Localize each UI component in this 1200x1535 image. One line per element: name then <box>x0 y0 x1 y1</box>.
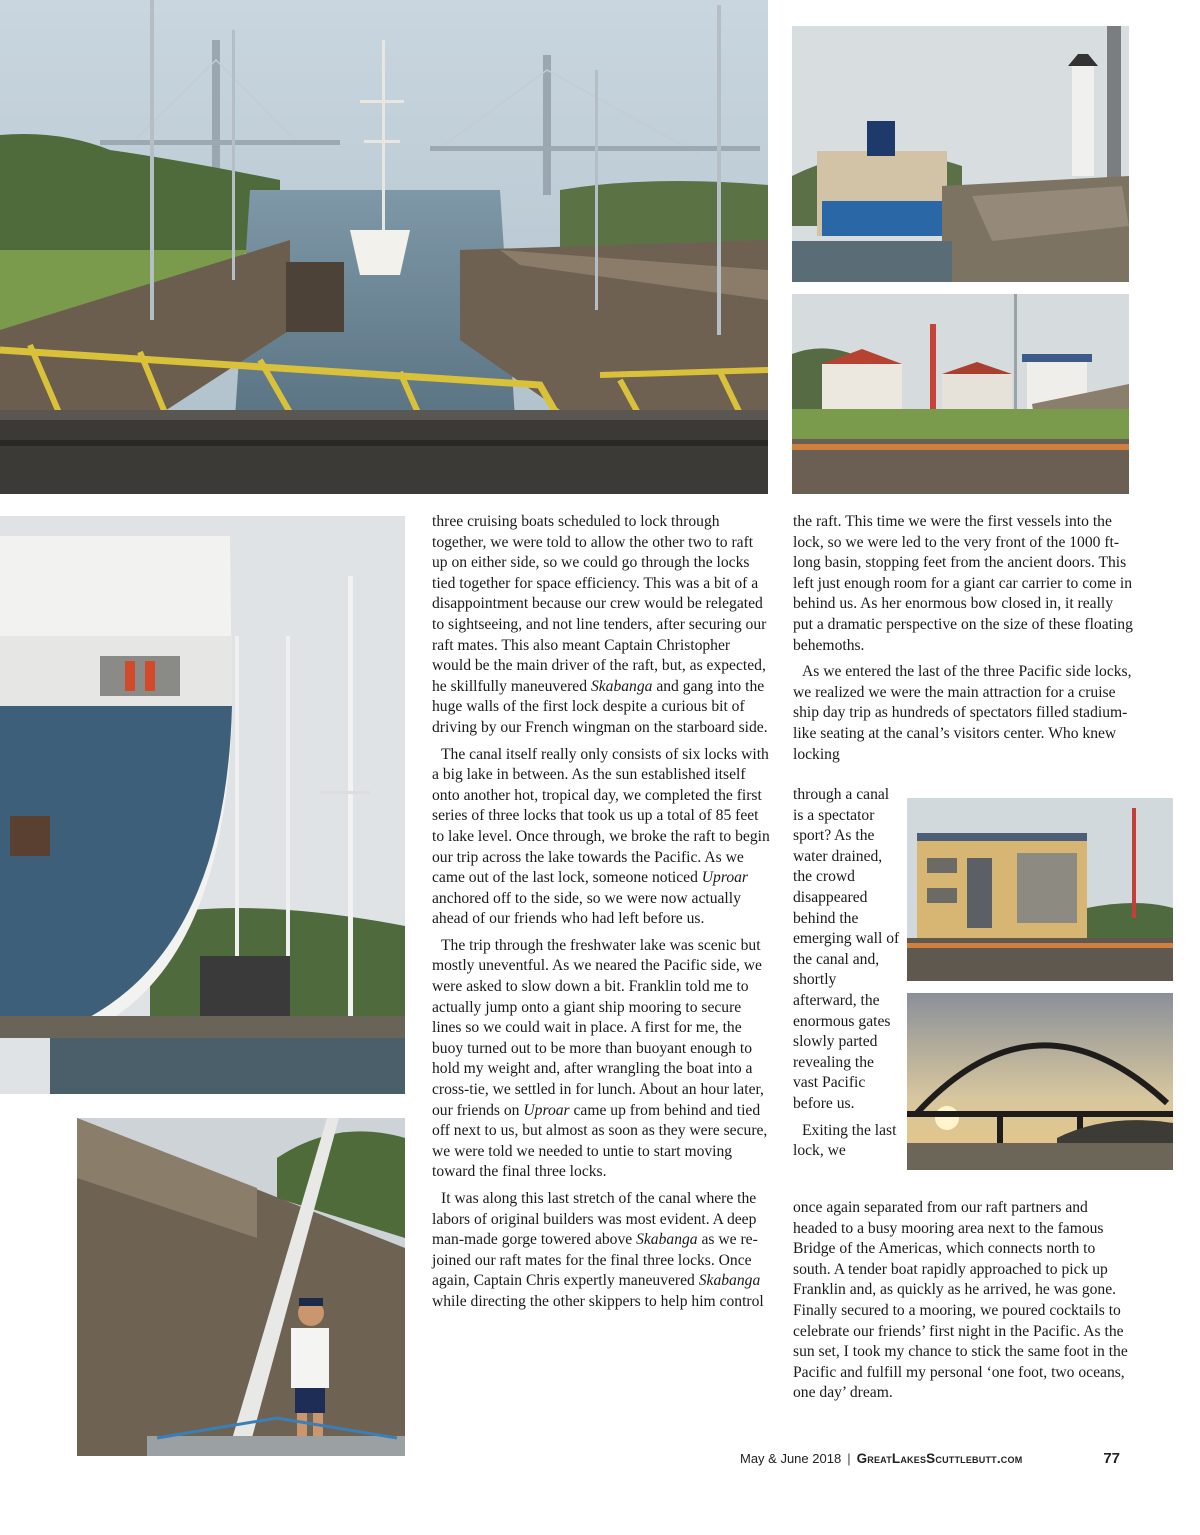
photo-man-mast <box>77 1118 405 1456</box>
website-link[interactable]: GreatLakesScuttlebutt.com <box>856 1451 1023 1466</box>
page-number: 77 <box>1103 1450 1120 1467</box>
paragraph <box>432 1189 772 1313</box>
article-column-right-narrow <box>793 785 901 1162</box>
photo-canal-locks <box>0 0 768 494</box>
paragraph: As we entered the last of the three Pacific side locks, we realized we were the main attraction for a cruise ship day trip as hundreds of spectators filled stadium-like seating at the canal’s visitors center. Who knew locking <box>793 663 1132 763</box>
article-column-right-top <box>793 512 1133 765</box>
boat-name: Skabanga <box>636 1231 698 1249</box>
page-footer <box>740 1451 1120 1471</box>
paragraph-text: as we re-joined our raft mates for the final three locks. Once again, Captain Chris expertly maneuvered <box>432 1231 758 1290</box>
paragraph-text: came up from behind and tied off next to us, but almost as soon as they were secure, we were told we needed to untie to start moving toward the final three locks. <box>432 1101 768 1181</box>
paragraph-text: The trip through the freshwater lake was scenic but mostly uneventful. As we neared the Pacific side, we were asked to slow down a bit. Franklin told me to actually jump onto a giant ship mooring to secure lines so we could wait in place. A first for me, the buoy turned out to be more than buoyant enough to hold my weight and, after wrangling the boat into a cross-tie, we settled in for lunch. About an hour later, our friends on <box>432 936 764 1119</box>
paragraph <box>432 745 772 930</box>
photo-visitors-center <box>907 798 1173 981</box>
paragraph-text: and gang into the huge walls of the first lock despite a curious bit of driving by our French wingman on the starboard side. <box>432 677 768 736</box>
paragraph <box>432 512 772 739</box>
article-column-right-bottom <box>793 1198 1133 1404</box>
paragraph-text: anchored off to the side, so we were now actually ahead of our friends who had left before us. <box>432 889 741 928</box>
boat-name: Uproar <box>523 1101 570 1119</box>
paragraph-text: It was along this last stretch of the canal where the labors of original builders was most evident. A deep man-made gorge towered above <box>432 1190 757 1249</box>
paragraph: once again separated from our raft partners and headed to a busy mooring area next to the famous Bridge of the Americas, which connects north to south. A tender boat rapidly approached to pick up Franklin and, as quickly as he arrived, he was gone. Finally secured to a mooring, we poured cocktails to celebrate our friends’ first night in the Pacific. As the sun set, I took my chance to stick the same foot in the Pacific and fulfill my personal ‘one foot, two oceans, one day’ dream. <box>793 1199 1128 1402</box>
boat-name: Uproar <box>701 869 748 887</box>
paragraph: the raft. This time we were the first vessels into the lock, so we were led to the very front of the 1000 ft-long basin, stopping feet from the ancient doors. This left just enough room for a giant car carrier to come in behind us. As her enormous bow closed in, it really put a dramatic perspective on the size of these floating behemoths. <box>793 513 1133 654</box>
paragraph: Exiting the last lock, we <box>793 1121 897 1160</box>
paragraph-text: The canal itself really only consists of six locks with a big lake in between. As the sun established itself onto another hot, tropical day, we completed the first series of three locks that took us up a total of 85 feet to lake level. Once through, we broke the raft to begin our trip across the lake towards the Pacific. As we came out of the last lock, someone noticed <box>432 745 770 887</box>
boat-name: Skabanga <box>698 1272 761 1290</box>
article-column-middle <box>432 512 772 1313</box>
photo-ship-bow <box>0 516 405 1094</box>
boat-name: Skabanga <box>590 677 653 695</box>
paragraph <box>432 936 772 1183</box>
paragraph-text: while directing the other skippers to help him control <box>432 1292 764 1310</box>
issue-date: May & June 2018 <box>740 1451 842 1466</box>
footer-separator: | <box>847 1451 851 1466</box>
paragraph-text: three cruising boats scheduled to lock through together, we were told to allow the other two to raft up on either side, so we could go through the locks tied together for space efficiency. This was a bit of a disappointment because our crew would be relegated to sightseeing, and not line tenders, after securing our raft mates. This also meant Captain Christopher would be the main driver of the raft, but, as expected, he skillfully maneuvered <box>432 513 767 695</box>
photo-ship-lighthouse <box>792 26 1129 282</box>
photo-lock-buildings <box>792 294 1129 494</box>
photo-bridge-sunset <box>907 993 1173 1170</box>
paragraph: through a canal is a spectator sport? As the water drained, the crowd disappeared behind the emerging wall of the canal and, shortly afterward, the enormous gates slowly parted revealing the vast Pacific before us. <box>793 786 900 1112</box>
